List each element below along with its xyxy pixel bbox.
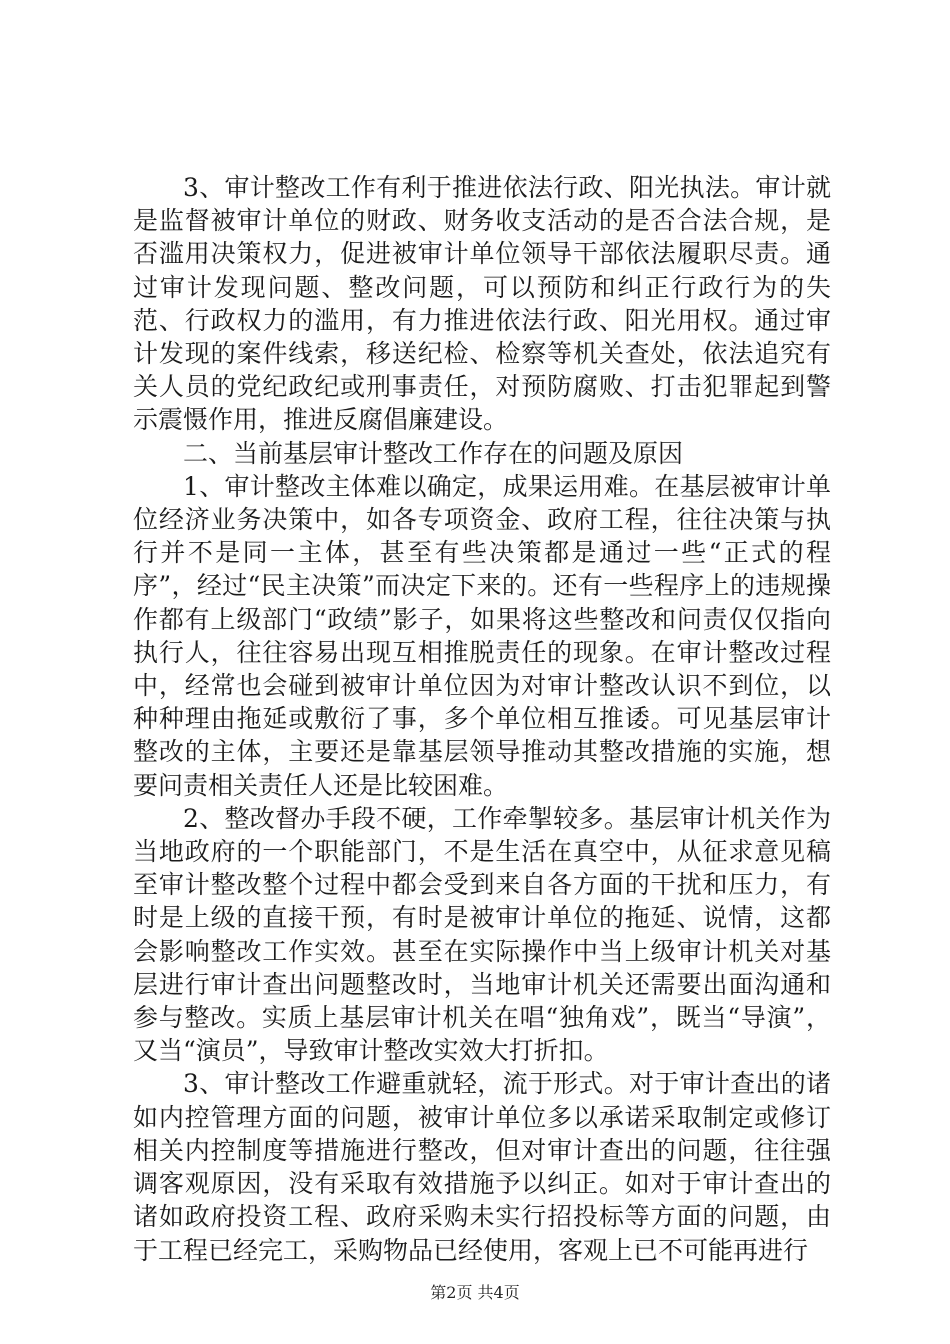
document-body [133, 171, 831, 1267]
paragraph-avoid-the-important: 3、审计整改工作避重就轻，流于形式。对于审计查出的诸如内控管理方面的问题，被审计单位多以承诺采取制定或修订相关内控制度等措施进行整改，但对审计查出的问题，往往强调客观原因，没有采取有效措施予以纠正。如对于审计查出的诸如政府投资工程、政府采购未实行招投标等方面的问题，由于工程已经完工，采购物品已经使用，客观上已不可能再进行 [133, 1069, 831, 1265]
paragraph-promote-law-based-administration: 3、审计整改工作有利于推进依法行政、阳光执法。审计就是监督被审计单位的财政、财务收支活动的是否合法合规，是否滥用决策权力，促进被审计单位领导干部依法履职尽责。通过审计发现问题、整改问题，可以预防和纠正行政行为的失范、行政权力的滥用，有力推进依法行政、阳光用权。通过审计发现的案件线索，移送纪检、检察等机关查处，依法追究有关人员的党纪政纪或刑事责任，对预防腐败、打击犯罪起到警示震慑作用，推进反腐倡廉建设。 [133, 173, 831, 435]
section-heading-problems: 二、当前基层审计整改工作存在的问题及原因 [183, 438, 684, 468]
paragraph-supervision-weak: 2、整改督办手段不硬，工作牵掣较多。基层审计机关作为当地政府的一个职能部门，不是生活在真空中，从征求意见稿至审计整改整个过程中都会受到来自各方面的干扰和压力，有时是上级的直接干预，有时是被审计单位的拖延、说情，这都会影响整改工作实效。甚至在实际操作中当上级审计机关对基层进行审计查出问题整改时，当地审计机关还需要出面沟通和参与整改。实质上基层审计机关在唱“独角戏”，既当“导演”，又当“演员”，导致审计整改实效大打折扣。 [133, 803, 831, 1066]
paragraph-subject-hard-to-determine: 1、审计整改主体难以确定，成果运用难。在基层被审计单位经济业务决策中，如各专项资金、政府工程，往往决策与执行并不是同一主体，甚至有些决策都是通过一些“正式的程序”，经过“民主决策”而决定下来的。还有一些程序上的违规操作都有上级部门“政绩”影子，如果将这些整改和问责仅仅指向执行人，往往容易出现互相推脱责任的现象。在审计整改过程中，经常也会碰到被审计单位因为对审计整改认识不到位，以种种理由拖延或敷衍了事，多个单位相互推诿。可见基层审计整改的主体，主要还是靠基层领导推动其整改措施的实施，想要问责相关责任人还是比较困难。 [133, 471, 831, 800]
page-number-footer: 第2页 共4页 [430, 1283, 520, 1302]
